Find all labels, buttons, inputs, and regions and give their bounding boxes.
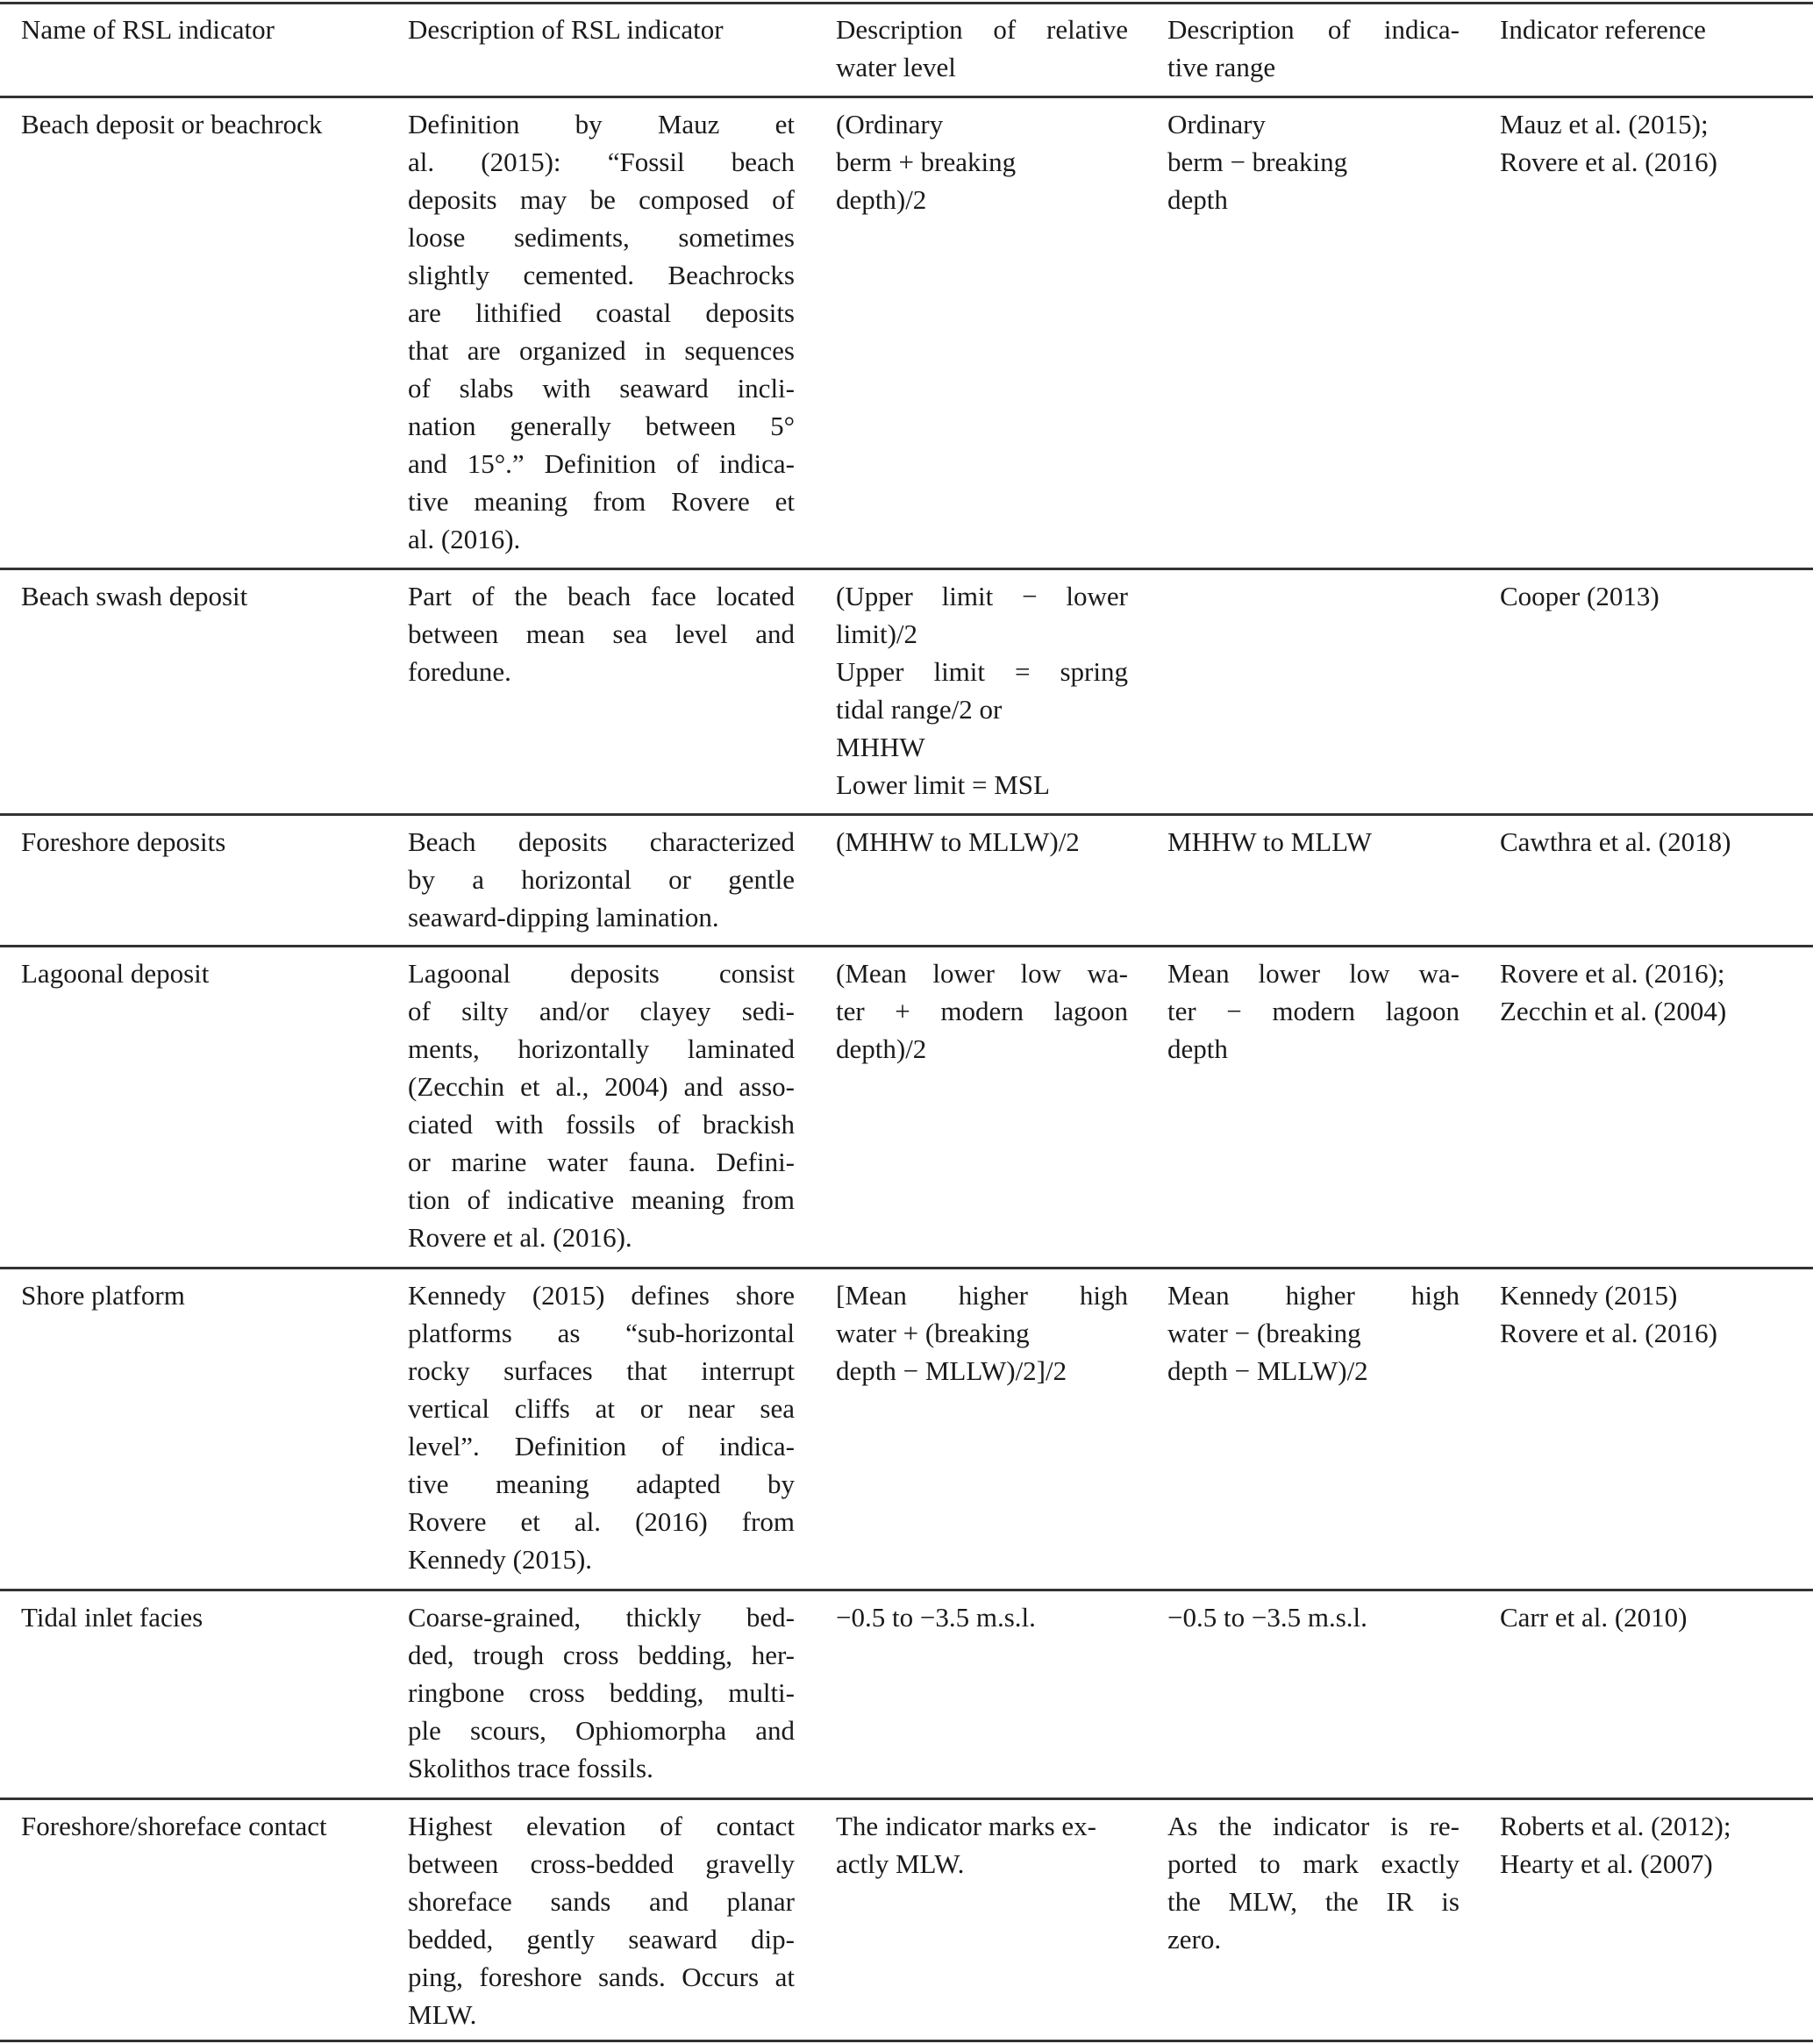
indicative-range <box>1167 1598 1460 1636</box>
relative-water-level <box>836 1276 1128 1390</box>
indicative-range <box>1167 1807 1460 1958</box>
indicator-reference-line: Kennedy (2015) <box>1500 1280 1678 1311</box>
row-divider <box>0 1589 1813 1591</box>
indicator-name-line: Beach deposit or beachrock <box>21 109 323 139</box>
indicator-description-line: MLW. <box>408 1999 477 2030</box>
indicator-description-line: Definition by Mauz et <box>408 109 795 139</box>
indicator-description-line: by a horizontal or gentle <box>408 864 795 895</box>
indicator-description-line: al. (2016). <box>408 524 521 554</box>
indicator-name-line: Foreshore/shoreface contact <box>21 1811 327 1841</box>
indicator-name <box>21 1598 389 1636</box>
table-bottom-rule <box>0 2040 1813 2042</box>
indicator-reference-line: Mauz et al. (2015); <box>1500 109 1709 139</box>
relative-water-level-line: (MHHW to MLLW)/2 <box>836 826 1080 857</box>
indicative-range-line: −0.5 to −3.5 m.s.l. <box>1167 1602 1367 1633</box>
indicator-description-line: ded, trough cross bedding, her- <box>408 1640 795 1670</box>
indicator-description <box>408 1807 795 2033</box>
indicator-description-line: rocky surfaces that interrupt <box>408 1355 795 1386</box>
indicator-reference <box>1500 1807 1802 1883</box>
row-divider <box>0 813 1813 816</box>
indicator-reference-line: Zecchin et al. (2004) <box>1500 996 1727 1026</box>
relative-water-level <box>836 105 1128 218</box>
indicator-description-line: Rovere et al. (2016). <box>408 1222 632 1253</box>
indicative-range <box>1167 954 1460 1068</box>
indicator-description-line: Coarse-grained, thickly bed- <box>408 1602 795 1633</box>
indicator-name-line: Shore platform <box>21 1280 185 1311</box>
indicative-range <box>1167 1276 1460 1390</box>
indicator-description-line: of silty and/or clayey sedi- <box>408 996 795 1026</box>
indicator-description-line: ringbone cross bedding, multi- <box>408 1677 795 1708</box>
relative-water-level-line: depth)/2 <box>836 184 927 215</box>
relative-water-level-line: (Mean lower low wa- <box>836 958 1128 989</box>
header-water-level-line: Description of relative <box>836 14 1128 45</box>
indicator-reference-line: Rovere et al. (2016) <box>1500 1318 1717 1348</box>
indicator-name <box>21 823 389 861</box>
indicator-description-line: between cross-bedded gravelly <box>408 1848 795 1879</box>
indicator-description-line: vertical cliffs at or near sea <box>408 1393 795 1424</box>
indicator-description-line: that are organized in sequences <box>408 335 795 366</box>
indicative-range-line: MHHW to MLLW <box>1167 826 1373 857</box>
indicator-description-line: between mean sea level and <box>408 618 795 649</box>
relative-water-level-line: limit)/2 <box>836 618 917 649</box>
indicative-range <box>1167 105 1460 218</box>
indicator-name <box>21 577 389 615</box>
indicator-description-line: tive meaning adapted by <box>408 1469 795 1499</box>
indicator-description <box>408 577 795 690</box>
indicator-description-line: Rovere et al. (2016) from <box>408 1506 795 1537</box>
indicator-description-line: al. (2015): “Fossil beach <box>408 147 795 177</box>
indicator-reference <box>1500 577 1802 615</box>
indicative-range <box>1167 823 1460 861</box>
relative-water-level-line: ter + modern lagoon <box>836 996 1128 1026</box>
indicator-description-line: seaward-dipping lamination. <box>408 902 719 933</box>
relative-water-level-line: (Upper limit − lower <box>836 581 1128 611</box>
indicative-range-line: ported to mark exactly <box>1167 1848 1460 1879</box>
indicator-description <box>408 1276 795 1578</box>
relative-water-level <box>836 823 1128 861</box>
indicator-description <box>408 1598 795 1787</box>
indicator-description-line: Highest elevation of contact <box>408 1811 795 1841</box>
indicator-description <box>408 105 795 558</box>
relative-water-level-line: Lower limit = MSL <box>836 769 1050 800</box>
header-indicative-range <box>1167 11 1460 86</box>
header-description <box>408 11 795 48</box>
indicator-reference-line: Rovere et al. (2016); <box>1500 958 1725 989</box>
indicator-description <box>408 954 795 1256</box>
indicator-description-line: nation generally between 5° <box>408 411 795 441</box>
header-indicative-range-line: tive range <box>1167 52 1276 82</box>
indicator-description-line: ple scours, Ophiomorpha and <box>408 1715 795 1746</box>
indicator-description-line: ments, horizontally laminated <box>408 1033 795 1064</box>
indicator-description-line: deposits may be composed of <box>408 184 795 215</box>
header-reference <box>1500 11 1802 48</box>
indicator-description-line: Kennedy (2015) defines shore <box>408 1280 795 1311</box>
indicator-description-line: foredune. <box>408 656 511 687</box>
indicator-name-line: Beach swash deposit <box>21 581 248 611</box>
indicator-description-line: are lithified coastal deposits <box>408 297 795 328</box>
relative-water-level-line: The indicator marks ex- <box>836 1811 1096 1841</box>
indicator-description-line: of slabs with seaward incli- <box>408 373 795 404</box>
indicator-description-line: Lagoonal deposits consist <box>408 958 795 989</box>
indicator-description-line: tion of indicative meaning from <box>408 1184 795 1215</box>
indicator-name-line: Lagoonal deposit <box>21 958 210 989</box>
indicative-range-line: Mean higher high <box>1167 1280 1460 1311</box>
relative-water-level-line: depth)/2 <box>836 1033 927 1064</box>
indicative-range-line: water − (breaking <box>1167 1318 1361 1348</box>
indicative-range-line: ter − modern lagoon <box>1167 996 1460 1026</box>
relative-water-level <box>836 577 1128 804</box>
indicative-range-line: depth <box>1167 184 1228 215</box>
indicator-reference <box>1500 954 1802 1030</box>
indicative-range-line: depth − MLLW)/2 <box>1167 1355 1368 1386</box>
indicator-description-line: or marine water fauna. Defini- <box>408 1147 795 1177</box>
indicator-reference <box>1500 1598 1802 1636</box>
relative-water-level <box>836 954 1128 1068</box>
relative-water-level-line: depth − MLLW)/2]/2 <box>836 1355 1067 1386</box>
header-name-line: Name of RSL indicator <box>21 14 275 45</box>
indicator-reference-line: Hearty et al. (2007) <box>1500 1848 1713 1879</box>
relative-water-level <box>836 1598 1128 1636</box>
indicator-description-line: Kennedy (2015). <box>408 1544 593 1575</box>
indicator-name-line: Foreshore deposits <box>21 826 226 857</box>
indicator-description-line: shoreface sands and planar <box>408 1886 795 1917</box>
header-water-level <box>836 11 1128 86</box>
indicator-reference-line: Cooper (2013) <box>1500 581 1660 611</box>
indicator-description-line: Beach deposits characterized <box>408 826 795 857</box>
relative-water-level-line: (Ordinary <box>836 109 944 139</box>
relative-water-level-line: MHHW <box>836 732 925 762</box>
indicator-description-line: tive meaning from Rovere et <box>408 486 795 517</box>
relative-water-level <box>836 1807 1128 1883</box>
indicative-range-line: depth <box>1167 1033 1228 1064</box>
relative-water-level-line: berm + breaking <box>836 147 1017 177</box>
indicator-description-line: (Zecchin et al., 2004) and asso- <box>408 1071 795 1102</box>
indicator-description-line: bedded, gently seaward dip- <box>408 1924 795 1955</box>
relative-water-level-line: tidal range/2 or <box>836 694 1003 725</box>
indicator-description-line: platforms as “sub-horizontal <box>408 1318 795 1348</box>
indicative-range-line: Ordinary <box>1167 109 1266 139</box>
indicator-description-line: Skolithos trace fossils. <box>408 1753 653 1783</box>
indicative-range-line: the MLW, the IR is <box>1167 1886 1460 1917</box>
indicative-range-line: zero. <box>1167 1924 1222 1955</box>
row-divider <box>0 945 1813 947</box>
indicator-description-line: slightly cemented. Beachrocks <box>408 260 795 290</box>
indicator-description-line: loose sediments, sometimes <box>408 222 795 253</box>
indicator-description-line: Part of the beach face located <box>408 581 795 611</box>
indicator-name-line: Tidal inlet facies <box>21 1602 203 1633</box>
header-name <box>21 11 389 48</box>
indicator-reference-line: Rovere et al. (2016) <box>1500 147 1717 177</box>
row-divider <box>0 96 1813 98</box>
indicator-description-line: and 15°.” Definition of indica- <box>408 448 795 479</box>
indicator-name <box>21 1807 389 1845</box>
indicative-range-line: As the indicator is re- <box>1167 1811 1460 1841</box>
row-divider <box>0 1267 1813 1269</box>
header-reference-line: Indicator reference <box>1500 14 1706 45</box>
relative-water-level-line: actly MLW. <box>836 1848 965 1879</box>
indicator-description-line: ping, foreshore sands. Occurs at <box>408 1962 795 1992</box>
table-top-rule <box>0 2 1813 4</box>
indicator-description-line: ciated with fossils of brackish <box>408 1109 795 1140</box>
indicator-reference-line: Roberts et al. (2012); <box>1500 1811 1731 1841</box>
relative-water-level-line: Upper limit = spring <box>836 656 1128 687</box>
row-divider <box>0 1797 1813 1800</box>
relative-water-level-line: water + (breaking <box>836 1318 1030 1348</box>
indicator-description <box>408 823 795 936</box>
header-indicative-range-line: Description of indica- <box>1167 14 1460 45</box>
header-water-level-line: water level <box>836 52 956 82</box>
indicator-reference-line: Carr et al. (2010) <box>1500 1602 1688 1633</box>
row-divider <box>0 568 1813 570</box>
indicative-range-line: Mean lower low wa- <box>1167 958 1460 989</box>
indicator-name <box>21 105 389 143</box>
indicator-name <box>21 1276 389 1314</box>
header-description-line: Description of RSL indicator <box>408 14 724 45</box>
indicator-description-line: level”. Definition of indica- <box>408 1431 795 1462</box>
indicator-reference <box>1500 1276 1802 1352</box>
indicator-reference-line: Cawthra et al. (2018) <box>1500 826 1731 857</box>
indicator-reference <box>1500 105 1802 181</box>
indicator-reference <box>1500 823 1802 861</box>
indicative-range-line: berm − breaking <box>1167 147 1348 177</box>
relative-water-level-line: −0.5 to −3.5 m.s.l. <box>836 1602 1036 1633</box>
indicator-name <box>21 954 389 992</box>
relative-water-level-line: [Mean higher high <box>836 1280 1128 1311</box>
